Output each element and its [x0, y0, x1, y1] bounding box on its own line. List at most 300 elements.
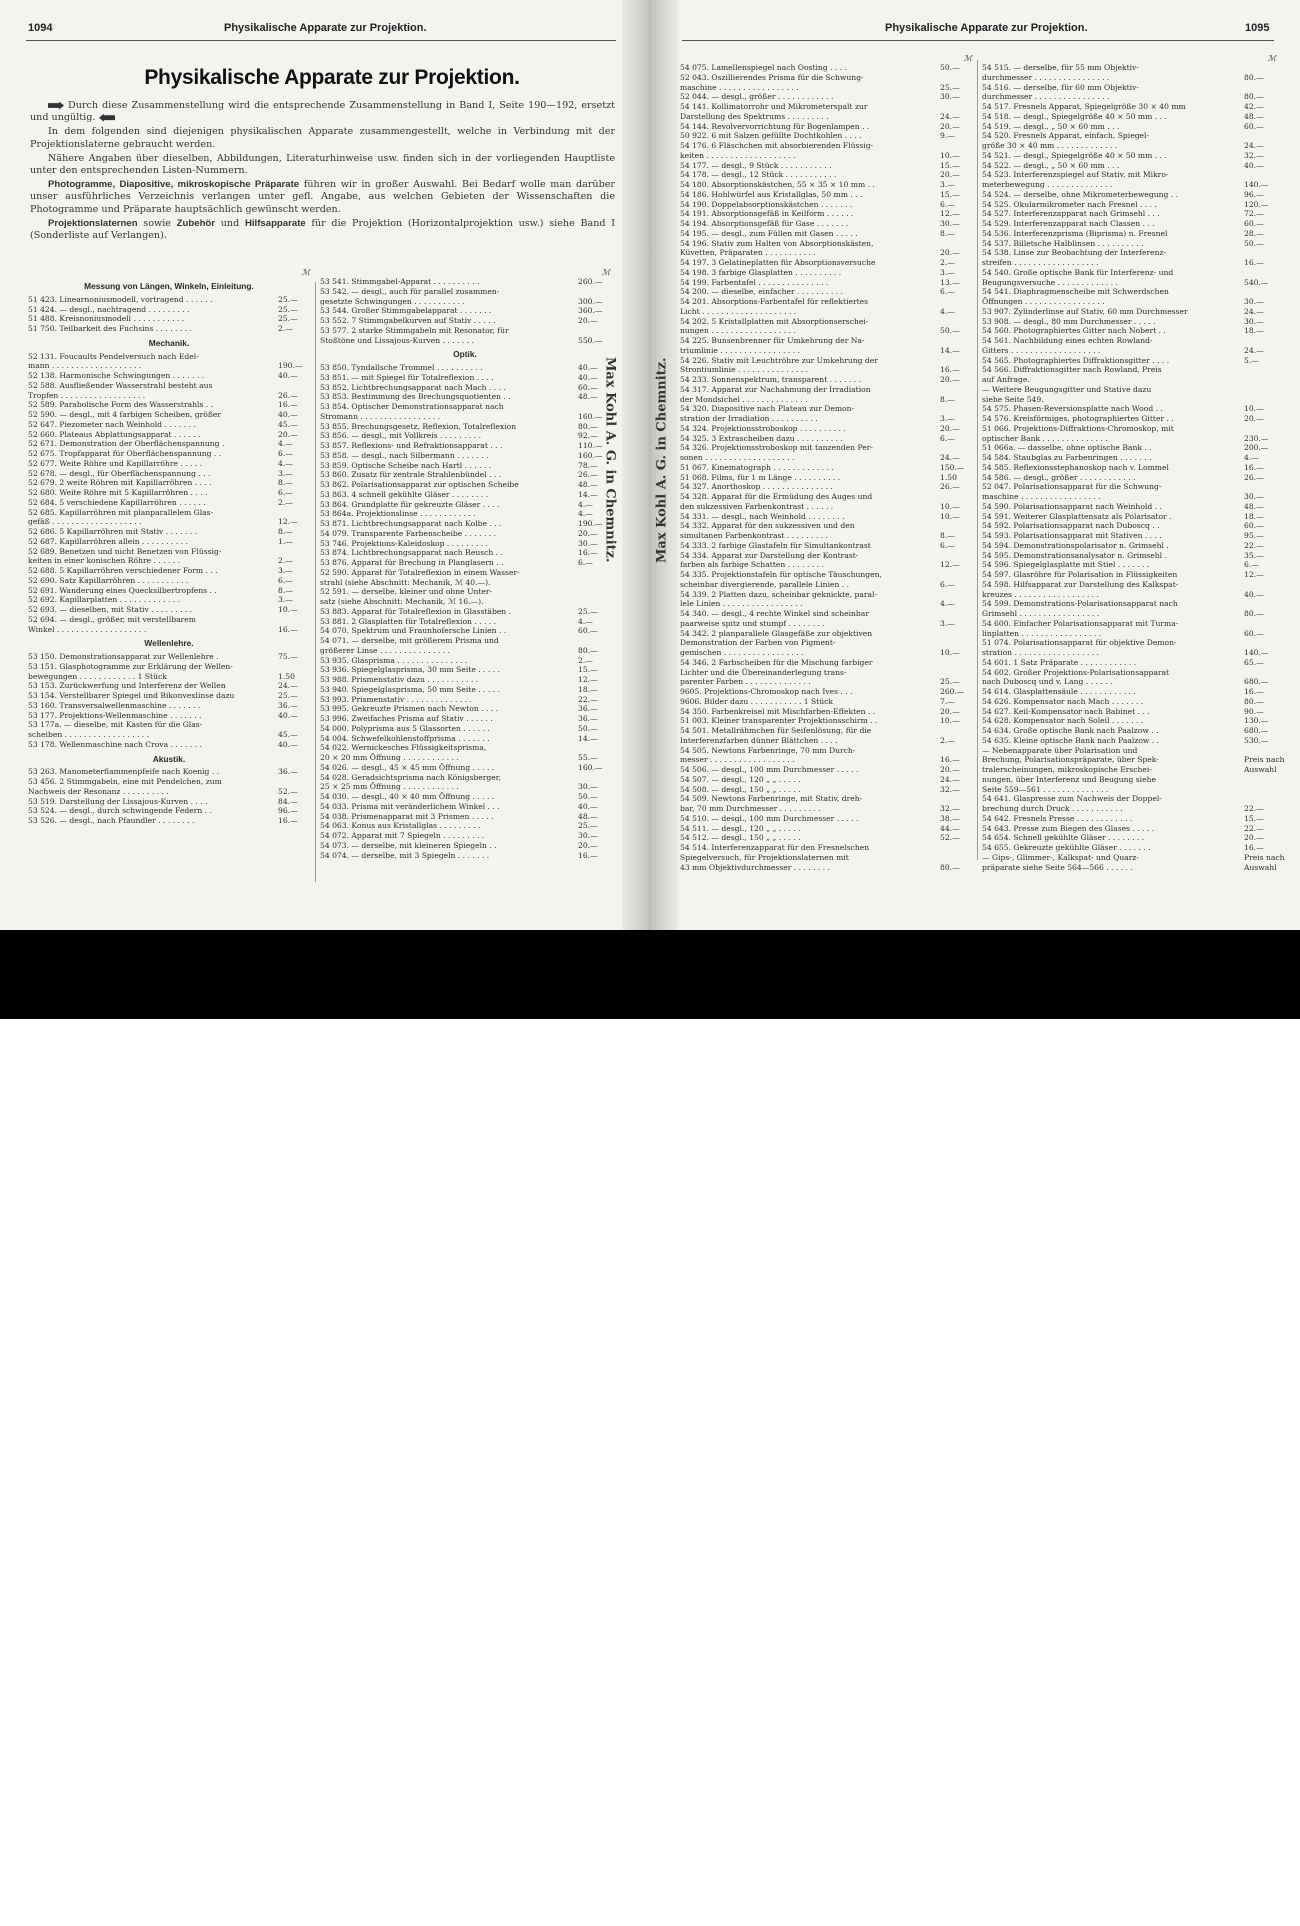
- entry-price: 16.—: [1244, 258, 1264, 267]
- entry-price: [1240, 794, 1276, 804]
- catalog-entry: [680, 170, 972, 180]
- entry-text: paarweise spitz und stumpf . . . . . . . .: [680, 618, 825, 628]
- entry-text: 54 600. Einfacher Polarisationsapparat mit Turma-: [982, 618, 1179, 628]
- entry-text: 54 508. — desgl., 150 „ „ . . . . .: [680, 784, 801, 794]
- entry-text: 51 424. — desgl., nachtragend . . . . . . . . .: [28, 304, 190, 314]
- entry-price: 16.—: [278, 400, 298, 410]
- entry-text: 52 691. Wanderung eines Quecksilbertropfens . .: [28, 585, 217, 595]
- entry-text: Seite 559—561 . . . . . . . . . . . . . .: [982, 784, 1109, 794]
- entry-price: 15.—: [578, 665, 598, 675]
- entry-text: 54 190. Doppelabsorptionskästchen . . . . . . .: [680, 199, 853, 209]
- entry-text: 53 519. Darstellung der Lissajous-Kurven . . . .: [28, 796, 208, 806]
- entry-price: 14.—: [940, 345, 960, 355]
- entry-price: [1240, 746, 1276, 756]
- catalog-entry: [320, 568, 610, 578]
- entry-text: 52 685. Kapillarröhren mit planparallelem Glas-: [28, 507, 214, 517]
- entry-price: [936, 853, 972, 863]
- entry-text: 53 988. Prismenstativ dazu . . . . . . . . . . .: [320, 675, 479, 684]
- entry-text: 54 628. Kompensator nach Soleil . . . . . . .: [982, 716, 1144, 726]
- entry-text: 54 641. Glaspresse zum Nachweis der Doppel-: [982, 794, 1162, 804]
- entry-text: 52 047. Polarisationsapparat für die Schwung-: [982, 482, 1162, 492]
- catalog-entry: [982, 463, 1276, 473]
- catalog-entry: [680, 697, 972, 707]
- catalog-entry: [680, 365, 972, 375]
- catalog-entry: [982, 716, 1276, 726]
- entry-price: 40.—: [578, 801, 598, 811]
- entry-text: 54 597. Glasröhre für Polarisation in Flüssigkeiten: [982, 570, 1178, 579]
- entry-text: 53 552. 7 Stimmgabelkurven auf Stativ . . . . .: [320, 316, 496, 325]
- entry-text: 54 537. Billetsche Halblinsen . . . . . . . . . .: [982, 238, 1144, 248]
- intro-paragraph-5: Projektionslaternen sowie Zubehör und Hilfsapparate für die Projektion (Horizontalprojektion usw.) siehe Band I (Sonderliste auf Verlangen).: [30, 217, 616, 242]
- entry-price: 16.—: [578, 850, 598, 860]
- catalog-entry: [28, 517, 310, 527]
- entry-price: 96.—: [278, 806, 298, 816]
- catalog-entry: [680, 580, 972, 590]
- entry-price: 25.—: [940, 82, 960, 92]
- image-id: Image ID: 2E4THJ7: [1106, 1894, 1260, 1913]
- catalog-entry: [28, 391, 310, 401]
- entry-price: 120.—: [1244, 199, 1269, 209]
- catalog-entry: [320, 316, 610, 326]
- entry-price: [1240, 424, 1276, 434]
- entry-text: 52 138. Harmonische Schwingungen . . . . . . .: [28, 371, 205, 380]
- entry-price: 22.—: [1244, 823, 1264, 833]
- catalog-entry: [28, 410, 310, 420]
- entry-text: scheinbar divergierende, parallele Linien . .: [680, 579, 850, 589]
- catalog-entry: [28, 652, 310, 662]
- entry-text: 54 326. Projektionsstroboskop mit tanzenden Per-: [680, 443, 873, 453]
- entry-text: 54 196. Stativ zum Halten von Absorptionskästen,: [680, 238, 874, 248]
- entry-text: 52 591. — derselbe, kleiner und ohne Unter-: [320, 587, 493, 597]
- entry-text: 54 538. Linse zur Beobachtung der Interferenz-: [982, 248, 1167, 258]
- catalog-entry: [28, 720, 310, 730]
- catalog-entry: [28, 730, 310, 740]
- catalog-entry: [680, 200, 972, 210]
- catalog-entry: [982, 668, 1276, 678]
- section-heading: Akustik.: [152, 753, 186, 764]
- catalog-entry: [982, 229, 1276, 239]
- catalog-entry: [982, 268, 1276, 278]
- catalog-entry: [680, 434, 972, 444]
- entry-price: [1240, 668, 1276, 678]
- entry-price: [1240, 83, 1276, 93]
- right-page: [678, 0, 1285, 930]
- catalog-entry: [680, 785, 972, 795]
- catalog-entry: [28, 459, 310, 469]
- entry-text: 52 692. Kapillarplatten . . . . . . . . . . . . .: [28, 595, 180, 605]
- entry-text: 54 560. Photographiertes Gitter nach Nobert . .: [982, 326, 1166, 336]
- entry-price: [1240, 268, 1276, 278]
- catalog-entry: [320, 685, 610, 695]
- entry-text: Darstellung des Spektrums . . . . . . . . .: [680, 111, 829, 121]
- entry-text: Lichter und die Übereinanderlegung trans-: [680, 667, 847, 677]
- entry-price: [1240, 785, 1276, 795]
- entry-text: 53 857. Reflexions- und Refraktionsapparat . . .: [320, 441, 503, 450]
- catalog-entry: [28, 615, 310, 625]
- entry-text: 53 863. 4 schnell gekühlte Gläser . . . . . . . .: [320, 489, 489, 499]
- catalog-entry: [320, 480, 610, 490]
- catalog-entry: [982, 83, 1276, 93]
- catalog-entry: [28, 449, 310, 459]
- catalog-entry: [320, 812, 610, 822]
- entry-text: 54 333. 2 farbige Glastafeln für Simultankontrast: [680, 540, 871, 550]
- entry-text: 53 993. Prismenstativ . . . . . . . . . . . . . .: [320, 694, 472, 704]
- entry-price: 15.—: [940, 160, 960, 170]
- entry-price: 8.—: [278, 527, 293, 536]
- catalog-entry: [680, 502, 972, 512]
- catalog-entry: [982, 785, 1276, 795]
- entry-text: auf Anfrage.: [982, 375, 1030, 384]
- entry-text: strahl (siehe Abschnitt: Mechanik, ℳ 40.—).: [320, 577, 491, 587]
- catalog-entry: [982, 307, 1276, 317]
- entry-text: Demonstration der Farben von Pigment-: [680, 638, 836, 648]
- entry-price: 4.—: [578, 499, 593, 509]
- catalog-entry: [982, 473, 1276, 483]
- catalog-entry: [680, 83, 972, 93]
- entry-price: 30.—: [578, 782, 598, 792]
- entry-text: 54 585. Reflexionsstephanoskop nach v. Lommel: [982, 462, 1169, 472]
- entry-price: 15.—: [940, 189, 960, 199]
- catalog-entry: [680, 794, 972, 804]
- spine-imprint-left: Max Kohl A. G. in Chemnitz.: [602, 357, 618, 563]
- entry-price: [1240, 365, 1276, 375]
- entry-price: [1240, 638, 1276, 648]
- entry-price: 44.—: [940, 823, 960, 833]
- entry-text: gefäß . . . . . . . . . . . . . . . . . . .: [28, 517, 142, 527]
- left-page-number: 1094: [28, 22, 53, 34]
- catalog-entry: [982, 434, 1276, 444]
- entry-price: 14.—: [578, 489, 598, 499]
- entry-price: 110.—: [578, 441, 603, 450]
- entry-text: 52 688. 5 Kapillarröhren verschiedener Form . . .: [28, 566, 218, 575]
- catalog-entry: [320, 548, 610, 558]
- entry-text: 54 342. 2 planparallele Glasgefäße zur objektiven: [680, 628, 873, 638]
- catalog-entry: [680, 317, 972, 327]
- catalog-entry: [982, 794, 1276, 804]
- catalog-entry: [320, 597, 610, 607]
- entry-text: nach Duboscq und v. Lang . . . . . .: [982, 677, 1113, 687]
- catalog-entry: [320, 831, 610, 841]
- catalog-entry: [320, 665, 610, 675]
- catalog-entry: [982, 356, 1276, 366]
- entry-price: 3.—: [278, 595, 293, 605]
- entry-text: 51 066. Projektions-Diffraktions-Chromoskop, mit: [982, 423, 1174, 433]
- catalog-entry: [680, 707, 972, 717]
- catalog-entry: [680, 73, 972, 83]
- entry-price: 4.—: [578, 509, 593, 519]
- entry-text: 54 516. — derselbe, für 60 mm Objektiv-: [982, 82, 1139, 92]
- catalog-entry: [320, 336, 610, 346]
- catalog-entry: [680, 443, 972, 453]
- entry-price: 6.—: [940, 540, 955, 550]
- catalog-entry: [982, 599, 1276, 609]
- catalog-entry: [982, 658, 1276, 668]
- entry-price: 20.—: [940, 375, 960, 384]
- entry-text: mann . . . . . . . . . . . . . . . . . . .: [28, 361, 142, 371]
- entry-price: [936, 570, 972, 580]
- entry-price: 12.—: [1244, 570, 1264, 579]
- entry-text: 53 853. Bestimmung des Brechungsquotienten . .: [320, 392, 511, 402]
- entry-price: [1240, 395, 1276, 405]
- entry-price: 550.—: [578, 335, 603, 345]
- entry-text: 54 517. Fresnels Apparat, Spiegelgröße 30 × 40 mm: [982, 102, 1186, 111]
- entry-text: Öffnungen . . . . . . . . . . . . . . . . .: [982, 297, 1105, 306]
- catalog-entry: [982, 551, 1276, 561]
- stock-info: [1107, 1896, 1260, 1926]
- catalog-entry: [982, 687, 1276, 697]
- entry-text: 54 593. Polarisationsapparat mit Stativen . . . .: [982, 531, 1162, 540]
- catalog-entry: [320, 529, 610, 539]
- left-header-rule: [26, 40, 616, 41]
- entry-text: 54 038. Prismenapparat mit 3 Prismen . . . . .: [320, 811, 494, 821]
- entry-price: [1240, 375, 1276, 385]
- entry-price: 140.—: [1244, 648, 1269, 657]
- entry-text: 54 586. — desgl., größer . . . . . . . . . . . .: [982, 472, 1136, 482]
- entry-price: 20.—: [1244, 833, 1264, 843]
- entry-text: 54 325. 3 Extrascheiben dazu . . . . . . . . . .: [680, 433, 843, 443]
- entry-text: 51 067. Kinematograph . . . . . . . . . . . . .: [680, 462, 834, 472]
- entry-price: [574, 287, 610, 297]
- entry-price: 190.—: [578, 519, 603, 528]
- entry-text: 54 073. — derselbe, mit kleineren Spiegeln . .: [320, 840, 497, 850]
- entry-text: bewegungen . . . . . . . . . . . . 1 Stück: [28, 671, 167, 681]
- catalog-entry: [982, 239, 1276, 249]
- catalog-entry: [982, 629, 1276, 639]
- entry-price: 38.—: [940, 813, 960, 823]
- catalog-entry: [320, 587, 610, 597]
- entry-price: 6.—: [940, 579, 955, 589]
- entry-text: stration der Irradiation . . . . . . . . . .: [680, 414, 818, 423]
- stock-logo: alamy: [45, 1888, 158, 1924]
- entry-text: 54 601. 1 Satz Präparate . . . . . . . . . . . .: [982, 657, 1137, 667]
- entry-price: 26.—: [940, 482, 960, 492]
- entry-price: 20.—: [940, 248, 960, 258]
- entry-price: 25.—: [578, 606, 598, 616]
- entry-price: 22.—: [578, 694, 598, 704]
- entry-text: 9606. Bilder dazu . . . . . . . . . . . 1 Stück: [680, 696, 834, 706]
- entry-price: 30.—: [1244, 297, 1264, 306]
- entry-text: 52 687. Kapillarröhren allein . . . . . . . . . .: [28, 536, 188, 546]
- catalog-entry: [982, 677, 1276, 687]
- catalog-entry: [680, 346, 972, 356]
- catalog-entry: [28, 625, 310, 635]
- entry-price: 65.—: [1244, 657, 1264, 667]
- entry-price: 3.—: [940, 618, 955, 628]
- entry-text: 53 874. Lichtbrechungsapparat nach Reusch . .: [320, 548, 503, 558]
- entry-price: 28.—: [1244, 228, 1264, 238]
- entry-price: 6.—: [278, 449, 293, 458]
- entry-text: 54 198. 3 farbige Glasplatten . . . . . . . . . .: [680, 267, 842, 277]
- entry-price: 20.—: [578, 528, 598, 538]
- catalog-entry: [680, 716, 972, 726]
- entry-price: [936, 317, 972, 327]
- entry-text: 51 068. Films, für 1 m Länge . . . . . . . . . .: [680, 472, 841, 482]
- catalog-entry: [982, 209, 1276, 219]
- entry-price: 16.—: [940, 755, 960, 765]
- catalog-entry: [680, 492, 972, 502]
- entry-price: 30.—: [578, 538, 598, 548]
- entry-text: maschine . . . . . . . . . . . . . . . . .: [680, 82, 799, 92]
- catalog-entry: [28, 295, 310, 305]
- catalog-entry: [680, 141, 972, 151]
- currency-symbol: ℳ: [601, 268, 610, 277]
- entry-price: 24.—: [278, 681, 298, 691]
- entry-text: 54 075. Lamellenspiegel nach Oosting . . . .: [680, 63, 847, 72]
- entry-text: 54 072. Apparat mit 7 Spiegeln . . . . . . . . .: [320, 831, 485, 840]
- entry-price: 40.—: [578, 363, 598, 372]
- entry-text: 54 030. — desgl., 40 × 40 mm Öffnung . . . . .: [320, 792, 495, 801]
- catalog-entry: [680, 453, 972, 463]
- catalog-entry: [28, 777, 310, 787]
- catalog-entry: [680, 638, 972, 648]
- catalog-entry: [320, 626, 610, 636]
- entry-price: [936, 551, 972, 561]
- logo-mark-icon: [45, 1895, 69, 1919]
- entry-price: [1240, 599, 1276, 609]
- catalog-entry: [982, 73, 1276, 83]
- catalog-entry: [680, 599, 972, 609]
- catalog-entry: [982, 63, 1276, 73]
- entry-price: 95.—: [1244, 531, 1264, 540]
- entry-text: 20 × 20 mm Öffnung . . . . . . . . . . . .: [320, 753, 459, 762]
- catalog-entry: [680, 531, 972, 541]
- entry-price: 18.—: [1244, 511, 1264, 521]
- entry-price: 30.—: [940, 92, 960, 102]
- entry-text: 53 996. Zweifaches Prisma auf Stativ . . . . . .: [320, 714, 493, 723]
- entry-price: [936, 638, 972, 648]
- entry-price: 48.—: [578, 392, 598, 402]
- catalog-entry: [680, 463, 972, 473]
- entry-price: 2.—: [278, 324, 293, 333]
- catalog-entry: [982, 746, 1276, 756]
- catalog-entry: [28, 711, 310, 721]
- entry-text: 54 521. — desgl., Spiegelgröße 40 × 50 mm . . .: [982, 150, 1167, 160]
- entry-price: 4.—: [278, 439, 293, 449]
- spine-imprint-right: Max Kohl A. G. in Chemnitz.: [654, 357, 670, 563]
- catalog-entry: [982, 414, 1276, 424]
- entry-price: 8.—: [940, 394, 955, 404]
- entry-text: 54 626. Kompensator nach Mach . . . . . . .: [982, 696, 1144, 706]
- catalog-entry: [320, 821, 610, 831]
- entry-text: 25 × 25 mm Öffnung . . . . . . . . . . . .: [320, 782, 459, 792]
- entry-price: 160.—: [578, 411, 603, 421]
- catalog-entry: [680, 375, 972, 385]
- catalog-entry: [680, 687, 972, 697]
- entry-text: 52 131. Foucaults Pendelversuch nach Edel-: [28, 351, 199, 361]
- entry-text: 54 642. Fresnels Presse . . . . . . . . . . . .: [982, 813, 1133, 823]
- entry-price: 6.—: [1244, 560, 1259, 570]
- entry-text: 53 852. Lichtbrechungsapparat nach Mach . . . .: [320, 382, 506, 392]
- entry-price: 60.—: [578, 382, 598, 392]
- catalog-entry: [28, 566, 310, 576]
- entry-price: 60.—: [578, 626, 598, 636]
- catalog-entry: [320, 306, 610, 316]
- entry-text: 51 423. Linearnoniusmodell, vortragend . . . . . .: [28, 294, 213, 304]
- entry-price: 6.—: [578, 558, 593, 567]
- currency-symbol: ℳ: [1267, 54, 1276, 63]
- entry-text: 54 505. Newtons Farbenringe, 70 mm Durch-: [680, 745, 856, 755]
- catalog-entry: [320, 753, 610, 763]
- entry-text: Brechung, Polarisationspräparate, über Spek-: [982, 755, 1159, 765]
- catalog-entry: [982, 112, 1276, 122]
- entry-text: 53 859. Optische Scheibe nach Hartl . . . . . .: [320, 460, 492, 470]
- entry-price: [274, 352, 310, 362]
- entry-price: 25.—: [278, 304, 298, 314]
- entry-text: maschine . . . . . . . . . . . . . . . . .: [982, 492, 1101, 501]
- entry-price: 6.—: [278, 575, 293, 585]
- catalog-entry: [320, 763, 610, 773]
- catalog-entry: [680, 512, 972, 522]
- entry-price: 190.—: [278, 361, 303, 371]
- entry-text: 53 746. Projektions-Kaleidoskop . . . . . . . . .: [320, 538, 488, 548]
- entry-text: 54 512. — desgl., 150 „ „ . . . . .: [680, 833, 801, 843]
- catalog-entry: [982, 843, 1276, 853]
- left-column-1: [28, 268, 310, 826]
- entry-text: 54 536. Interferenzprisma (Biprisma) n. Fresnel: [982, 228, 1168, 238]
- entry-text: 54 186. Hohlwürfel aus Kristallglas, 50 mm . . .: [680, 189, 863, 199]
- entry-price: 30.—: [1244, 492, 1264, 501]
- catalog-entry: [982, 726, 1276, 736]
- entry-price: 84.—: [278, 796, 298, 806]
- entry-price: 36.—: [278, 767, 298, 777]
- catalog-entry: [320, 402, 610, 412]
- catalog-entry: [982, 122, 1276, 132]
- currency-symbol: ℳ: [963, 54, 972, 63]
- entry-price: 22.—: [1244, 804, 1264, 813]
- entry-text: 53 908. — desgl., 80 mm Durchmesser . . . . .: [982, 316, 1156, 326]
- catalog-entry: [320, 431, 610, 441]
- entry-price: 52.—: [940, 833, 960, 843]
- catalog-entry: [320, 470, 610, 480]
- entry-price: 50.—: [940, 326, 960, 336]
- catalog-entry: [680, 648, 972, 658]
- catalog-entry: [680, 619, 972, 629]
- left-running-head: Physikalische Apparate zur Projektion.: [224, 22, 427, 34]
- entry-text: 53 881. 2 Glasplatten für Totalreflexion . . . . .: [320, 616, 497, 626]
- entry-price: [936, 658, 972, 668]
- entry-price: 40.—: [278, 739, 298, 749]
- catalog-entry: [320, 782, 610, 792]
- entry-price: 140.—: [1244, 180, 1269, 189]
- entry-price: [274, 508, 310, 518]
- entry-text: 54 598. Hilfsapparat zur Darstellung des Kalkspat-: [982, 579, 1179, 589]
- entry-price: 75.—: [278, 652, 298, 661]
- entry-text: 54 511. — desgl., 120 „ „ . . . . .: [680, 823, 801, 833]
- entry-text: Stoßtöne und Lissajous-Kurven . . . . . . .: [320, 335, 474, 345]
- entry-text: 54 324. Projektionsstroboskop . . . . . . . . . .: [680, 423, 846, 433]
- entry-text: 52 675. Tropfapparat für Oberflächenspannung . .: [28, 449, 222, 458]
- entry-price: 50.—: [578, 723, 598, 733]
- entry-text: 53 150. Demonstrationsapparat zur Wellenlehre .: [28, 652, 219, 661]
- entry-text: 54 028. Geradsichtsprisma nach Königsberger,: [320, 772, 501, 782]
- entry-price: 22.—: [1244, 540, 1264, 550]
- catalog-entry: [982, 365, 1276, 375]
- entry-price: 20.—: [940, 423, 960, 433]
- catalog-entry: [320, 287, 610, 297]
- catalog-entry: [982, 346, 1276, 356]
- entry-price: 52.—: [278, 786, 298, 796]
- entry-price: 8.—: [940, 531, 955, 540]
- entry-text: Tropfen . . . . . . . . . . . . . . . . . .: [28, 390, 146, 400]
- entry-text: 54 176. 6 Fläschchen mit absorbierenden Flüssig-: [680, 141, 874, 150]
- entry-text: 53 577. 2 starke Stimmgabeln mit Resonator, für: [320, 325, 509, 335]
- catalog-entry: [982, 404, 1276, 414]
- entry-text: 52 684. 5 verschiedene Kapillarröhren . . . . . .: [28, 497, 206, 507]
- entry-price: 18.—: [1244, 326, 1264, 336]
- catalog-entry: [982, 385, 1276, 395]
- section-heading: Mechanik.: [148, 337, 190, 348]
- catalog-entry: [982, 697, 1276, 707]
